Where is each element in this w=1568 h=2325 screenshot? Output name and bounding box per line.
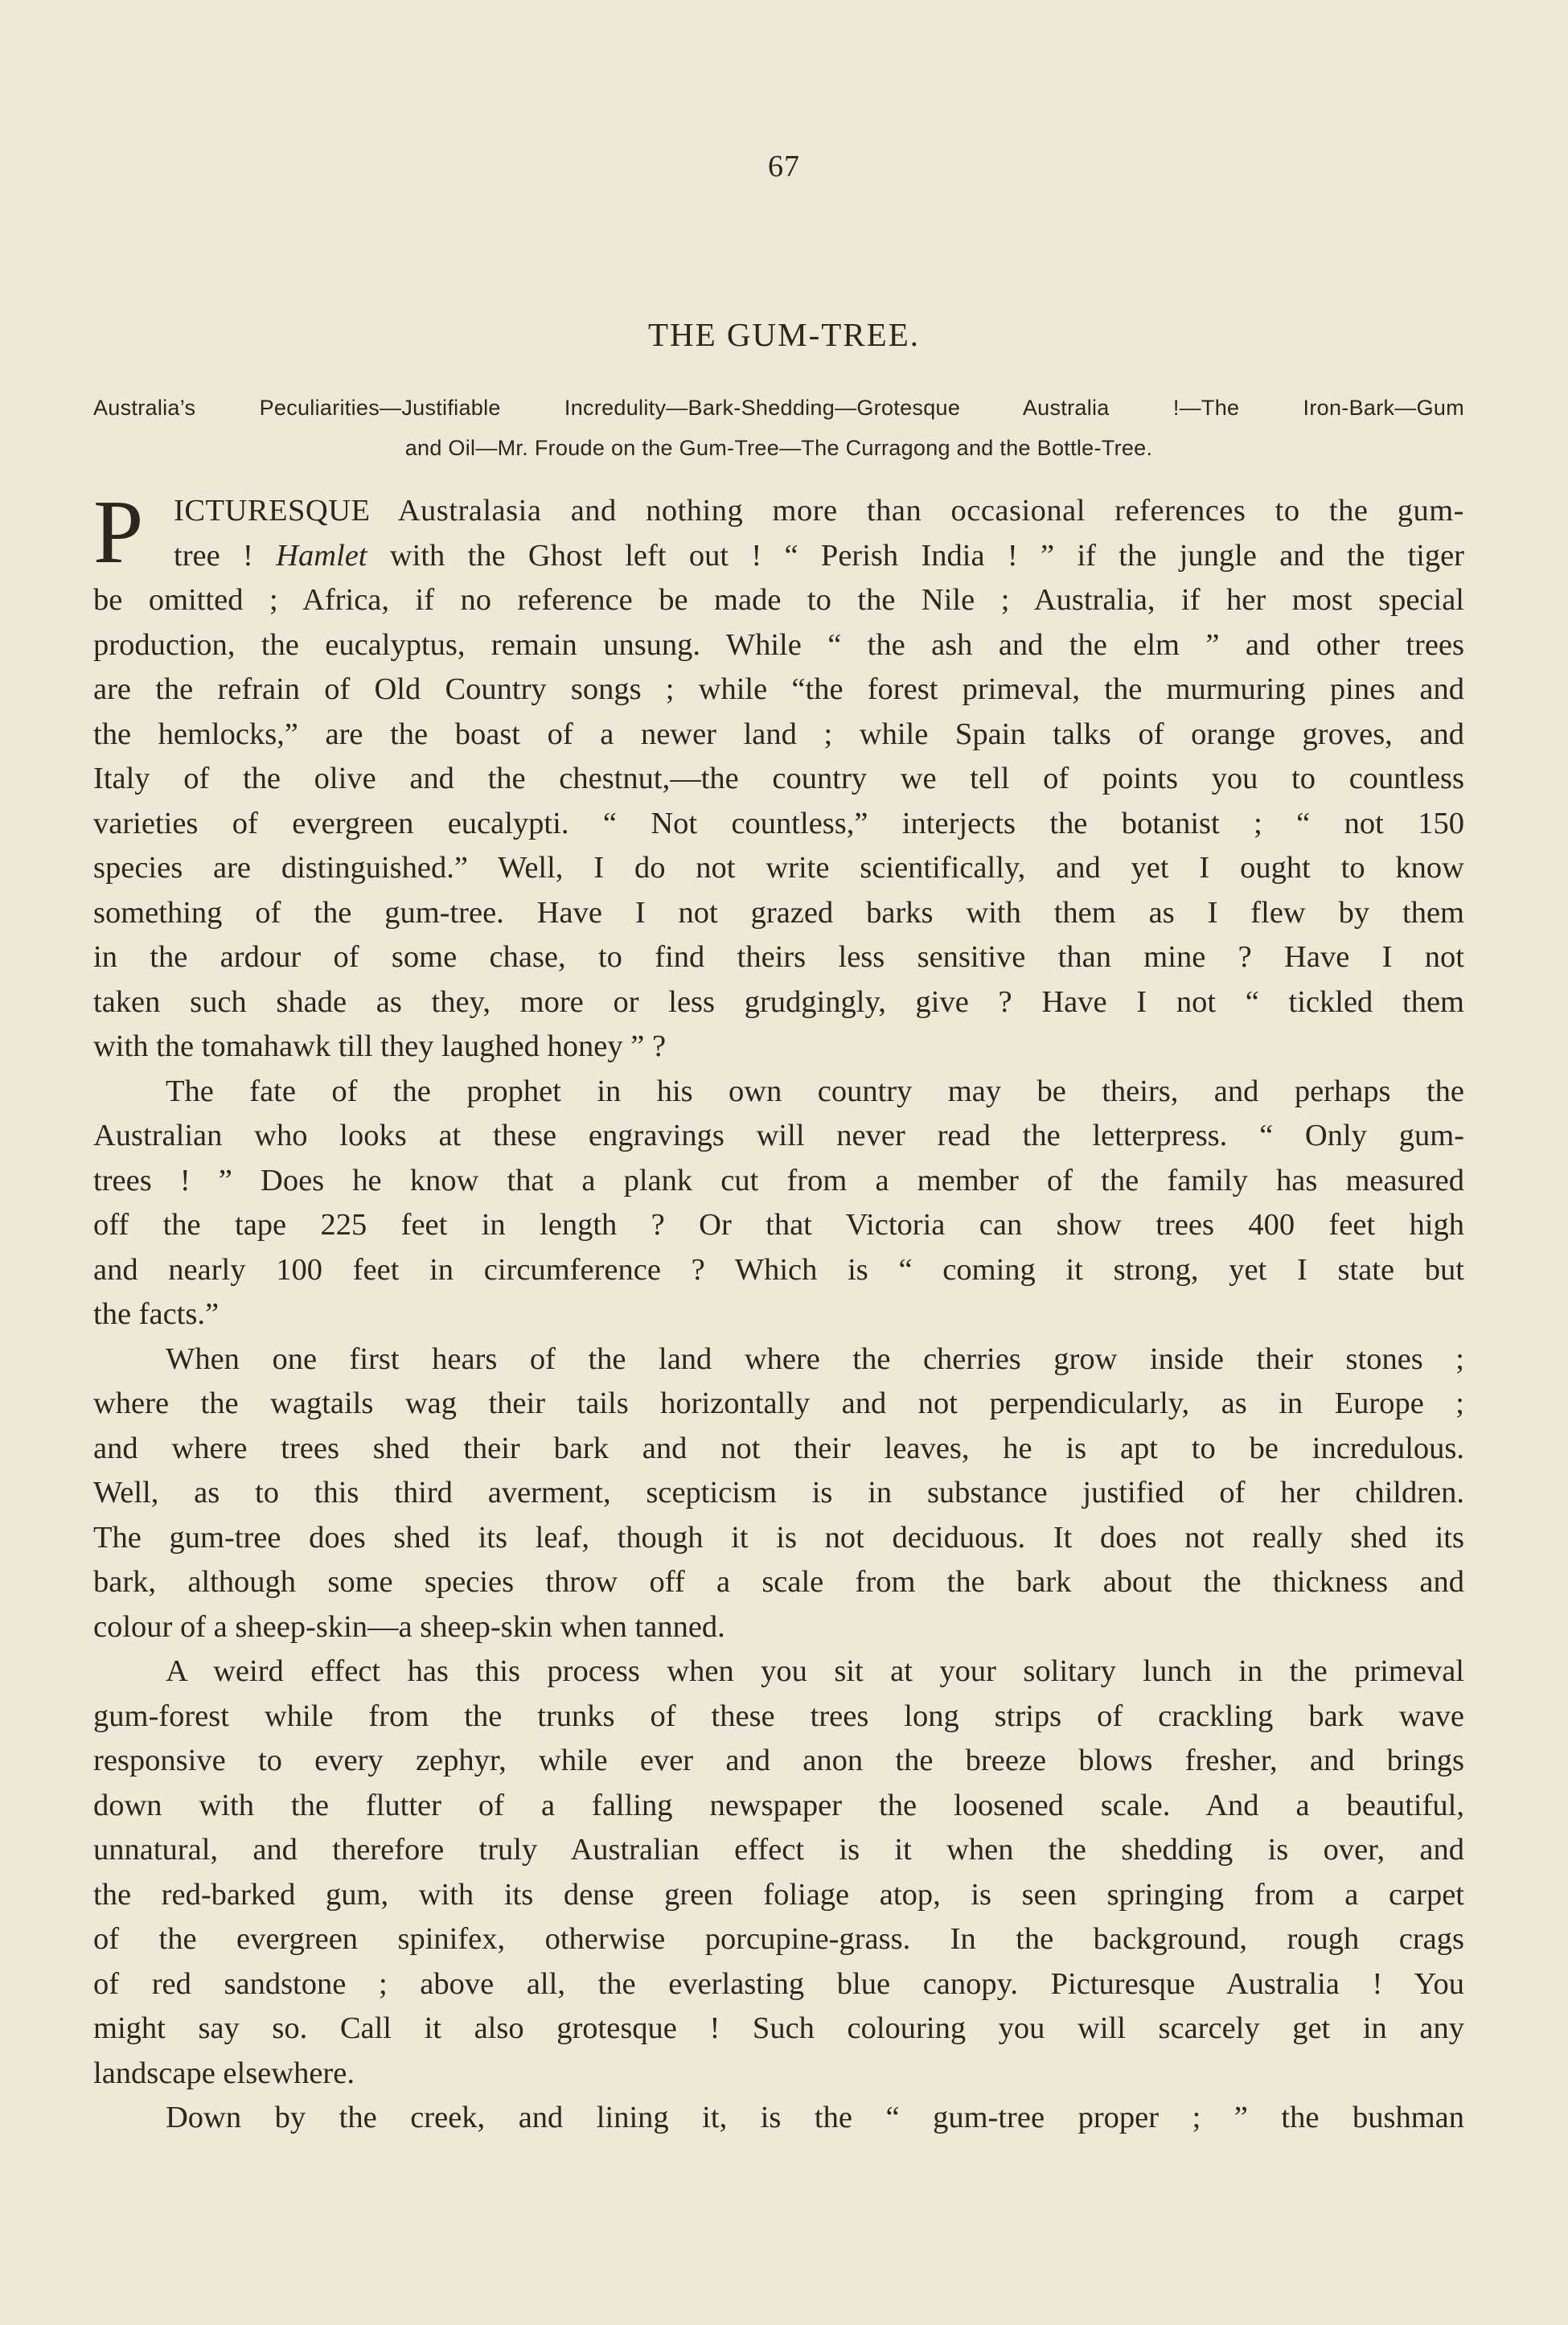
text-line: trees ! ” Does he know that a plank cut from a member of the family has measured <box>93 1163 1464 1197</box>
synopsis-line: and Oil—Mr. Froude on the Gum-Tree—The Curragong and the Bottle-Tree. <box>404 436 1153 460</box>
text-line: down with the flutter of a falling newspaper the loosened scale. And a beautiful, <box>93 1788 1464 1822</box>
text-line: where the wagtails wag their tails horizontally and not perpendicularly, as in Europe ; <box>93 1386 1464 1420</box>
text-line: bark, although some species throw off a scale from the bark about the thickness and <box>93 1565 1464 1599</box>
chapter-body <box>93 483 1465 2141</box>
text-line: Italy of the olive and the chestnut,—the country we tell of points you to countless <box>93 762 1464 795</box>
synopsis-line: Australia’s Peculiarities—Justifiable Incredulity—Bark-Shedding—Grotesque Australia !—The Iron-Bark—Gum <box>93 396 1464 420</box>
text-line: responsive to every zephyr, while ever and anon the breeze blows fresher, and brings <box>93 1744 1464 1777</box>
text-line: varieties of evergreen eucalypti. “ Not countless,” interjects the botanist ; “ not 150 <box>93 806 1464 840</box>
chapter-title: THE GUM-TREE. <box>647 316 920 353</box>
text-line: and nearly 100 feet in circumference ? Which is “ coming it strong, yet I state but <box>93 1252 1464 1287</box>
text-line: be omitted ; Africa, if no reference be made to the Nile ; Australia, if her most special <box>93 583 1464 617</box>
text-line: production, the eucalyptus, remain unsung. While “ the ash and the elm ” and other trees <box>93 627 1464 662</box>
text-fragment: tree ! <box>174 538 277 573</box>
text-line: Well, as to this third averment, scepticism is in substance justified of her children. <box>93 1476 1464 1510</box>
text-line: species are distinguished.” Well, I do not write scientifically, and yet I ought to know <box>93 851 1464 885</box>
text-line: are the refrain of Old Country songs ; while “the forest primeval, the murmuring pines and <box>93 672 1464 706</box>
text-line: A weird effect has this process when you sit at your solitary lunch in the primeval <box>166 1654 1464 1688</box>
italic-title: Hamlet <box>276 538 367 573</box>
text-line: with the tomahawk till they laughed honey ” ? <box>93 1029 667 1063</box>
text-line: The fate of the prophet in his own country may be theirs, and perhaps the <box>166 1074 1464 1108</box>
text-line: taken such shade as they, more or less grudgingly, give ? Have I not “ tickled them <box>93 984 1464 1019</box>
text-line: off the tape 225 feet in length ? Or that Victoria can show trees 400 feet high <box>93 1208 1464 1242</box>
text-line: might say so. Call it also grotesque ! Such colouring you will scarcely get in any <box>93 2011 1464 2045</box>
text-line: the red-barked gum, with its dense green foliage atop, is seen springing from a carpet <box>93 1877 1464 1912</box>
text-line: of red sandstone ; above all, the everlasting blue canopy. Picturesque Australia ! You <box>93 1966 1464 2001</box>
text-line: unnatural, and therefore truly Australian effect is it when the shedding is over, and <box>93 1833 1464 1867</box>
text-line: Australian who looks at these engravings will never read the letterpress. “ Only gum- <box>93 1119 1464 1152</box>
text-line: ICTURESQUE Australasia and nothing more than occasional references to the gum- <box>174 494 1464 528</box>
drop-cap: P <box>93 483 144 582</box>
text-line: the facts.” <box>93 1297 220 1331</box>
text-line: and where trees shed their bark and not their leaves, he is apt to be incredulous. <box>93 1431 1464 1465</box>
text-line: The gum-tree does shed its leaf, though it is not deciduous. It does not really shed its <box>93 1520 1464 1555</box>
text-line: the hemlocks,” are the boast of a newer land ; while Spain talks of orange groves, and <box>93 717 1464 751</box>
text-line: of the evergreen spinifex, otherwise porcupine-grass. In the background, rough crags <box>93 1922 1464 1956</box>
page-number: 67 <box>768 150 800 183</box>
text-line: landscape elsewhere. <box>93 2056 355 2090</box>
text-line <box>93 534 1464 579</box>
text-line: Down by the creek, and lining it, is the “ gum-tree proper ; ” the bushman <box>166 2101 1464 2134</box>
text-line: gum-forest while from the trunks of these trees long strips of crackling bark wave <box>93 1699 1464 1733</box>
chapter-synopsis <box>93 388 1476 468</box>
text-line: When one first hears of the land where the cherries grow inside their stones ; <box>166 1341 1464 1376</box>
text-fragment: with the Ghost left out ! “ Perish India ! ” if the jungle and the tiger <box>367 538 1465 573</box>
text-line: in the ardour of some chase, to find theirs less sensitive than mine ? Have I not <box>93 940 1464 974</box>
text-line: colour of a sheep-skin—a sheep-skin when tanned. <box>93 1609 725 1644</box>
text-line: something of the gum-tree. Have I not grazed barks with them as I flew by them <box>93 895 1464 930</box>
